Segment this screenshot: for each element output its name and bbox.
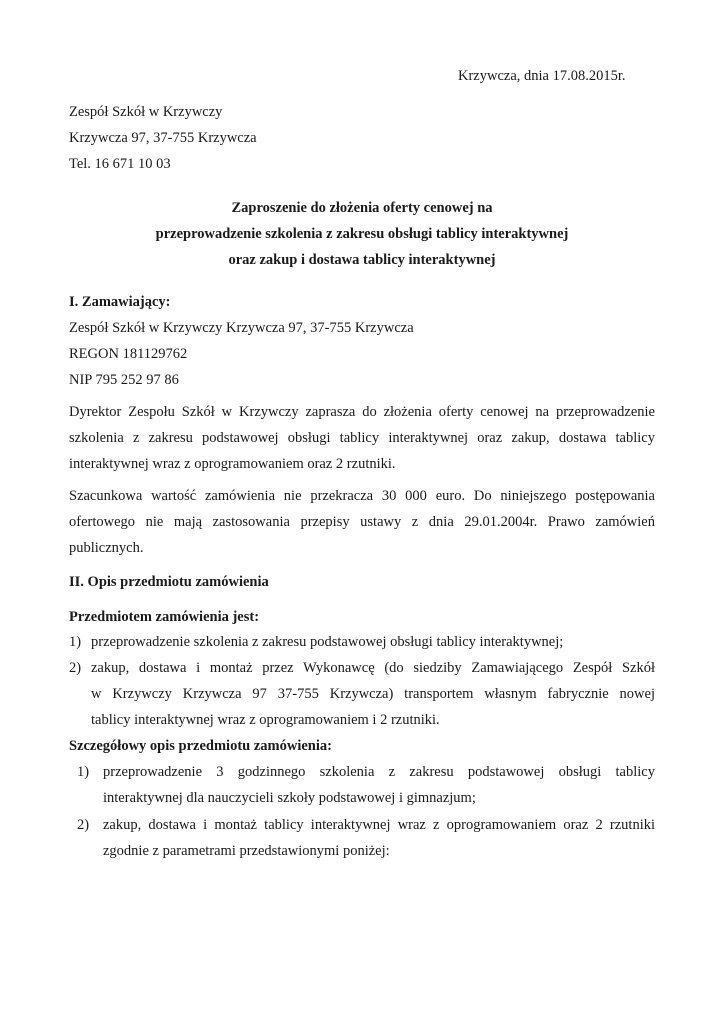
list-item-text: w Krzywczy Krzywcza 97 37-755 Krzywcza) transportem własnym fabrycznie nowej — [91, 686, 655, 702]
list-number: 1) — [77, 764, 90, 780]
sender-phone: Tel. 16 671 10 03 — [69, 156, 171, 172]
list-item-text: przeprowadzenie 3 godzinnego szkolenia z zakresu podstawowej obsługi tablicy — [103, 764, 655, 780]
document-date: Krzywcza, dnia 17.08.2015r. — [458, 68, 626, 84]
title-line: oraz zakup i dostawa tablicy interaktywnej — [228, 252, 496, 268]
list-number: 2) — [77, 817, 90, 833]
subject-subheading: Przedmiotem zamówienia jest: — [69, 609, 260, 625]
details-heading: Szczegółowy opis przedmiotu zamówienia: — [69, 738, 332, 754]
sender-address: Krzywcza 97, 37-755 Krzywcza — [69, 130, 257, 146]
title-line: przeprowadzenie szkolenia z zakresu obsługi tablicy interaktywnej — [155, 226, 569, 242]
ordering-party-regon: REGON 181129762 — [69, 346, 188, 362]
section-heading-ordering-party: I. Zamawiający: — [69, 294, 171, 310]
sender-name: Zespół Szkół w Krzywczy — [69, 104, 223, 120]
title-line: Zaproszenie do złożenia oferty cenowej na — [231, 200, 493, 216]
ordering-party-nip: NIP 795 252 97 86 — [69, 372, 179, 388]
list-number: 2) — [69, 660, 82, 676]
list-item-text: zakup, dostawa i montaż przez Wykonawcę (do siedziby Zamawiającego Zespół Szkół — [91, 660, 655, 676]
paragraph-line: ofertowego nie mają zastosowania przepisy ustawy z dnia 29.01.2004r. Prawo zamówień — [69, 514, 655, 530]
paragraph-line: Dyrektor Zespołu Szkół w Krzywczy zaprasza do złożenia oferty cenowej na przeprowadzenie — [69, 404, 655, 420]
list-item-text: zakup, dostawa i montaż tablicy interaktywnej wraz z oprogramowaniem oraz 2 rzutniki — [103, 817, 655, 833]
list-item-text: przeprowadzenie szkolenia z zakresu podstawowej obsługi tablicy interaktywnej; — [91, 634, 564, 650]
list-item-text: tablicy interaktywnej wraz z oprogramowaniem i 2 rzutniki. — [91, 712, 440, 728]
paragraph-line: Szacunkowa wartość zamówienia nie przekracza 30 000 euro. Do niniejszego postępowania — [69, 488, 655, 504]
paragraph-line: interaktywnej wraz z oprogramowaniem oraz 2 rzutniki. — [69, 456, 396, 472]
paragraph-line: szkolenia z zakresu podstawowej obsługi tablicy interaktywnej oraz zakup, dostawa tablicy — [69, 430, 655, 446]
list-number: 1) — [69, 634, 82, 650]
section-heading-subject: II. Opis przedmiotu zamówienia — [69, 574, 269, 590]
list-item-text: interaktywnej dla nauczycieli szkoły podstawowej i gimnazjum; — [103, 790, 476, 806]
paragraph-line: publicznych. — [69, 540, 144, 556]
ordering-party-address: Zespół Szkół w Krzywczy Krzywcza 97, 37-755 Krzywcza — [69, 320, 414, 336]
list-item-text: zgodnie z parametrami przedstawionymi poniżej: — [103, 843, 390, 859]
